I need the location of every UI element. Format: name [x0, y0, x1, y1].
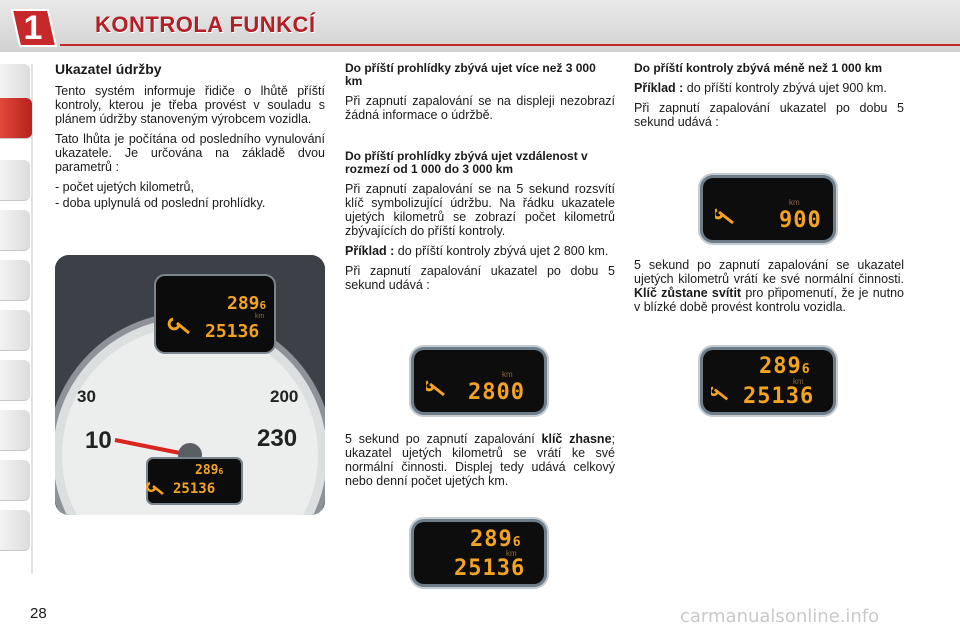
header-rule [60, 44, 960, 46]
lcd-display-odometer [414, 522, 544, 584]
lcd-display-odometer-wrench [703, 350, 833, 412]
dash-small-total: 25136 [173, 481, 216, 497]
dash-unit-label: km [255, 313, 265, 320]
chapter-tab[interactable] [0, 260, 30, 301]
section-heading: Ukazatel údržby [55, 61, 162, 77]
watermark: carmanualsonline.info [680, 606, 880, 627]
trip-reading: 2896 [759, 354, 811, 379]
column-right [634, 62, 904, 135]
chapter-tab-active[interactable] [0, 98, 32, 139]
page-number: 28 [30, 605, 47, 622]
paragraph: 5 sekund po zapnutí zapalování se ukazatel ujetých kilometrů vrátí ke své normální činnosti. Klíč zůstane svítit pro připomenutí, že je nutno v blízké době provést kontrolu vozidla. [634, 258, 904, 314]
chapter-tab[interactable] [0, 510, 30, 551]
parameter-list [55, 180, 325, 210]
instrument-panel-photo [55, 255, 325, 515]
column-middle-bottom [345, 432, 615, 494]
paragraph: 5 sekund po zapnutí zapalování klíč zhasne; ukazatel ujetých kilometrů se vrátí ke své normální činnosti. Displej tedy udává celkový nebo denní počet ujetých km. [345, 432, 616, 488]
dash-trip-reading: 2896 [227, 293, 267, 314]
total-reading: 25136 [454, 556, 526, 581]
paragraph: Tento systém informuje řidiče o lhůtě příští kontroly, kterou je třeba provést v souladu s plánem údržby stanoveným výrobcem vozidla. [55, 84, 325, 126]
remaining-distance: 2800 [468, 380, 525, 405]
paragraph: Při zapnutí zapalování se na 5 sekund rozsvítí klíč symbolizující údržbu. Na řádku ukazatele ujetých kilometrů se zobrazí počet kilometrů zbývajících do příští kontroly. [345, 182, 615, 238]
chapter-tab[interactable] [0, 410, 30, 451]
chapter-number: 1 [23, 9, 43, 47]
lcd-display-2800 [414, 350, 544, 412]
wrench-icon [426, 380, 448, 398]
section-heading: Do příští prohlídky zbývá ujet vzdálenost v rozmezí od 1 000 do 3 000 km [345, 149, 588, 176]
chapter-tabs [0, 64, 34, 584]
chapter-tab[interactable] [0, 310, 30, 351]
list-item: - doba uplynulá od poslední prohlídky. [55, 196, 266, 210]
trip-reading: 2896 [470, 527, 522, 552]
page-title: KONTROLA FUNKCÍ [95, 12, 316, 37]
chapter-tab[interactable] [0, 210, 30, 251]
paragraph: Příklad : do příští kontroly zbývá ujet 2 800 km. [345, 244, 609, 258]
speed-label: 10 [85, 427, 112, 454]
unit-label: km [502, 370, 513, 379]
unit-label: km [506, 549, 517, 558]
section-heading: Do příští prohlídky zbývá ujet více než 3 000 km [345, 61, 596, 88]
page-header [0, 0, 960, 52]
unit-label: km [789, 198, 800, 207]
paragraph: Při zapnutí zapalování se na displeji nezobrazí žádná informace o údržbě. [345, 94, 615, 122]
paragraph: Tato lhůta je počítána od posledního vynulování ukazatele. Je určována na základě dvou parametrů : [55, 132, 325, 174]
speed-label: 30 [77, 387, 96, 406]
unit-label: km [793, 377, 804, 386]
column-middle [345, 62, 615, 298]
wrench-icon [715, 208, 737, 226]
instrument-panel-drawing [55, 255, 325, 515]
paragraph: Při zapnutí zapalování ukazatel po dobu 5 sekund udává : [345, 264, 615, 292]
dash-small-trip: 2896 [195, 463, 224, 478]
chapter-tab[interactable] [0, 460, 30, 501]
speed-label: 200 [270, 387, 299, 406]
wrench-icon [711, 386, 731, 402]
remaining-distance: 900 [779, 208, 822, 233]
paragraph: Příklad : do příští kontroly zbývá ujet 900 km. [634, 81, 887, 95]
column-left [55, 62, 325, 212]
paragraph: Při zapnutí zapalování ukazatel po dobu 5 sekund udává : [634, 101, 904, 129]
section-heading: Do příští kontroly zbývá méně než 1 000 km [634, 61, 883, 75]
speed-label: 230 [257, 425, 298, 452]
column-right-bottom [634, 258, 904, 320]
chapter-tab[interactable] [0, 360, 30, 401]
chapter-tab[interactable] [0, 160, 30, 201]
list-item: - počet ujetých kilometrů, [55, 180, 194, 194]
dash-total-reading: 25136 [205, 321, 260, 342]
total-reading: 25136 [743, 384, 815, 409]
lcd-display-900 [703, 178, 833, 240]
